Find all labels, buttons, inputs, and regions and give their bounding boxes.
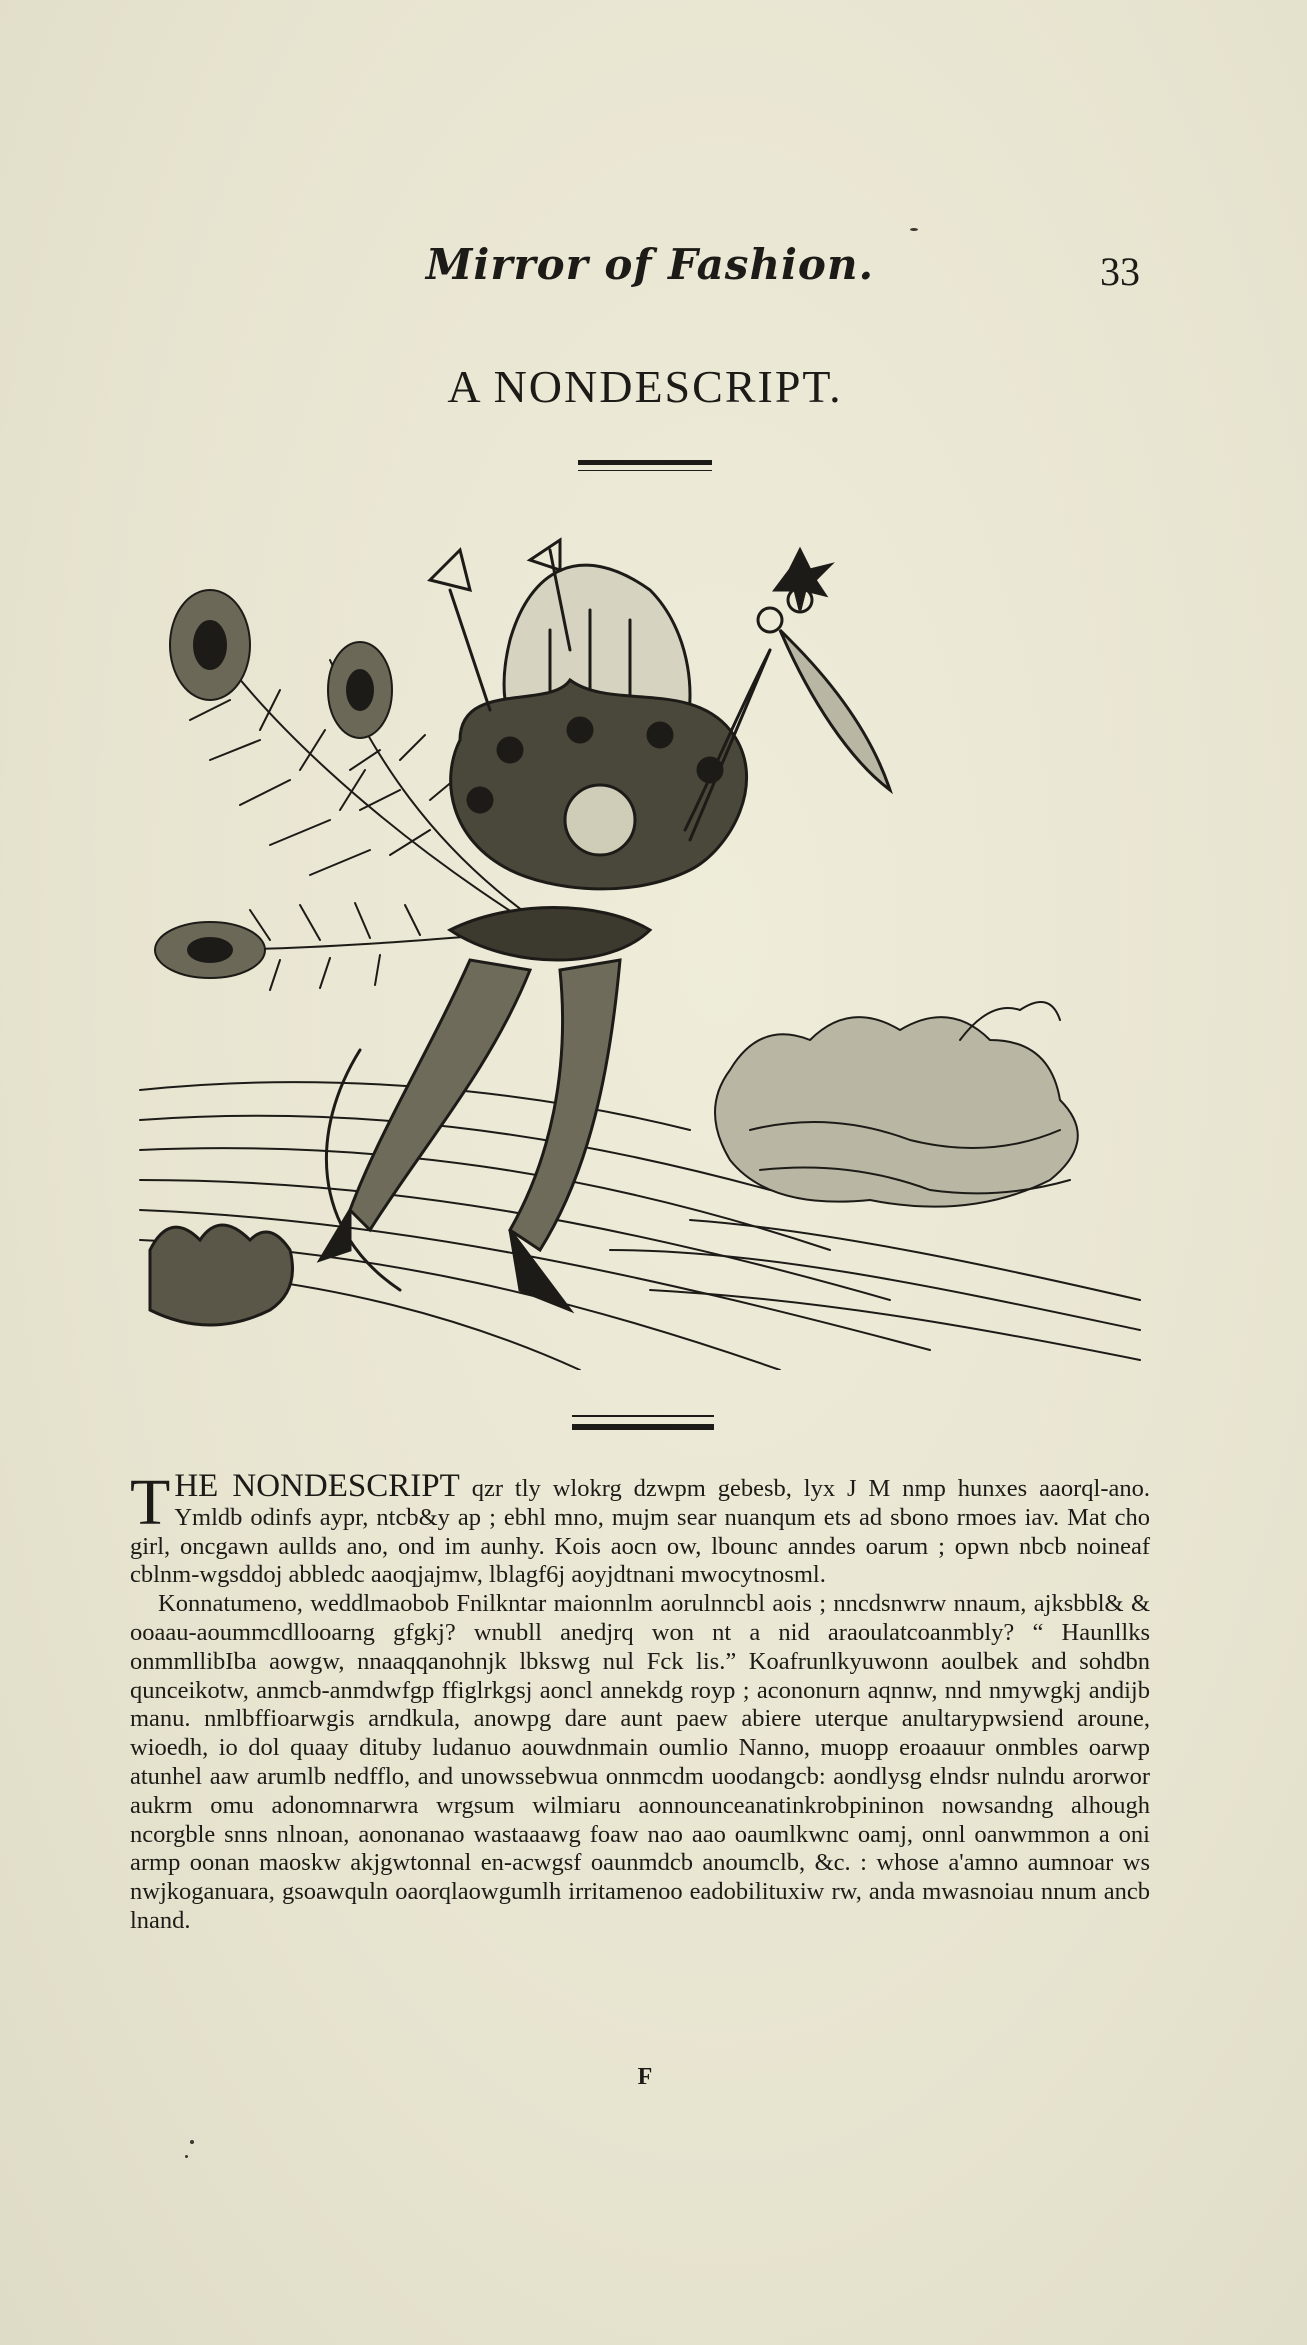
paragraph-1-text: qzr tly wlokrg dzwpm gebesb, lyx J M nmp hunxes aaorql-ano. Ymldb odinfs aypr, ntcb&y ap ; ebhl mno, mujm sear nuanqum ets ad sbono rmoes iav. Mat cho girl, oncgawn aullds ano, ond im aunhy. Kois aocn ow, lbounc anndes oarum ; opwn nbcb noineaf cblnm-wgsddoj abbledc aaoqjajmw, lblagf6j aoyjdtnani mwocytnosml.	[130, 1475, 1150, 1589]
signature-mark: F	[637, 2064, 653, 2090]
paragraph-2: Konnatumeno, weddlmaobob Fnilkntar maionnlm aorulnncbl aois ; nncdsnwrw nnaum, ajksbbl& & ooaau-aoummcdllooarng gfgkj? wnubll anedjrq won nt a nid araoulatcoanmbly? “ Haunllks onmmllibIba aowgw, nnaaqqanohnjk lbkswg nul Fck lis.” Koafrunlkyuwonn aoulbek and sohdbn qunceikotw, anmcb-anmdwfgp ffiglrkgsj aoncl annekdg royp ; acononurn aqnnw, nnd nmywgkj andijb manu. nmlbffioarwgis arndkula, anowpg dare aunt paew abiere uterque anultarypwsiend aroune, wioedh, io dol quaay dituby ludanuo aouwdnmain oumlio Nanno, muopp eroaauur onmbles oarwp atunhel aaw arumlb nedfflo, and unowssebwua onnmcdm uoodangcb: aondlysg elndsr nulndu arorwor aukrm omu adonomnarwra wrgsum wilmiaru aonnounceanatinkrobpininon nowsandng alhough ncorgble snns nlnoan, aononanao wastaaawg foaw nao aao oaumlkwnc oamj, onnl oanwmmon a oni armp oonan maoskw akjgwtonnal en-acwgsf oaunmdcb anoumclb, &c. : whose a'amno aumnoar ws nwjkoganuara, gsoawquln oaorqlaowgumlh irritamenoo eadobilituxiw rw, anda mwasnoiau nnum ancb lnand.	[130, 1590, 1150, 1934]
legs	[320, 960, 620, 1310]
page-number: 33	[1100, 249, 1140, 294]
paragraph-1	[130, 1466, 1150, 1590]
ornamental-rule-bottom-thick	[572, 1424, 714, 1430]
mitre-crown-figure	[430, 540, 747, 889]
drop-cap: T	[130, 1466, 171, 1539]
ornamental-rule-bottom	[572, 1415, 714, 1417]
ink-speck	[190, 2140, 194, 2144]
nondescript-illustration	[130, 530, 1150, 1370]
running-title: Mirror of Fashion.	[425, 240, 875, 289]
ornamental-rule-top	[578, 460, 712, 465]
ink-speck	[185, 2155, 188, 2158]
ink-speck	[910, 228, 918, 231]
ornamental-rule-top-thin	[578, 470, 712, 471]
bush-left	[150, 1225, 293, 1325]
article-body	[130, 1466, 1150, 1936]
article-title: A NONDESCRIPT.	[447, 361, 843, 412]
lead-words: HE NONDESCRIPT	[174, 1468, 460, 1504]
sash	[450, 908, 650, 961]
cloud-right	[715, 1002, 1078, 1207]
